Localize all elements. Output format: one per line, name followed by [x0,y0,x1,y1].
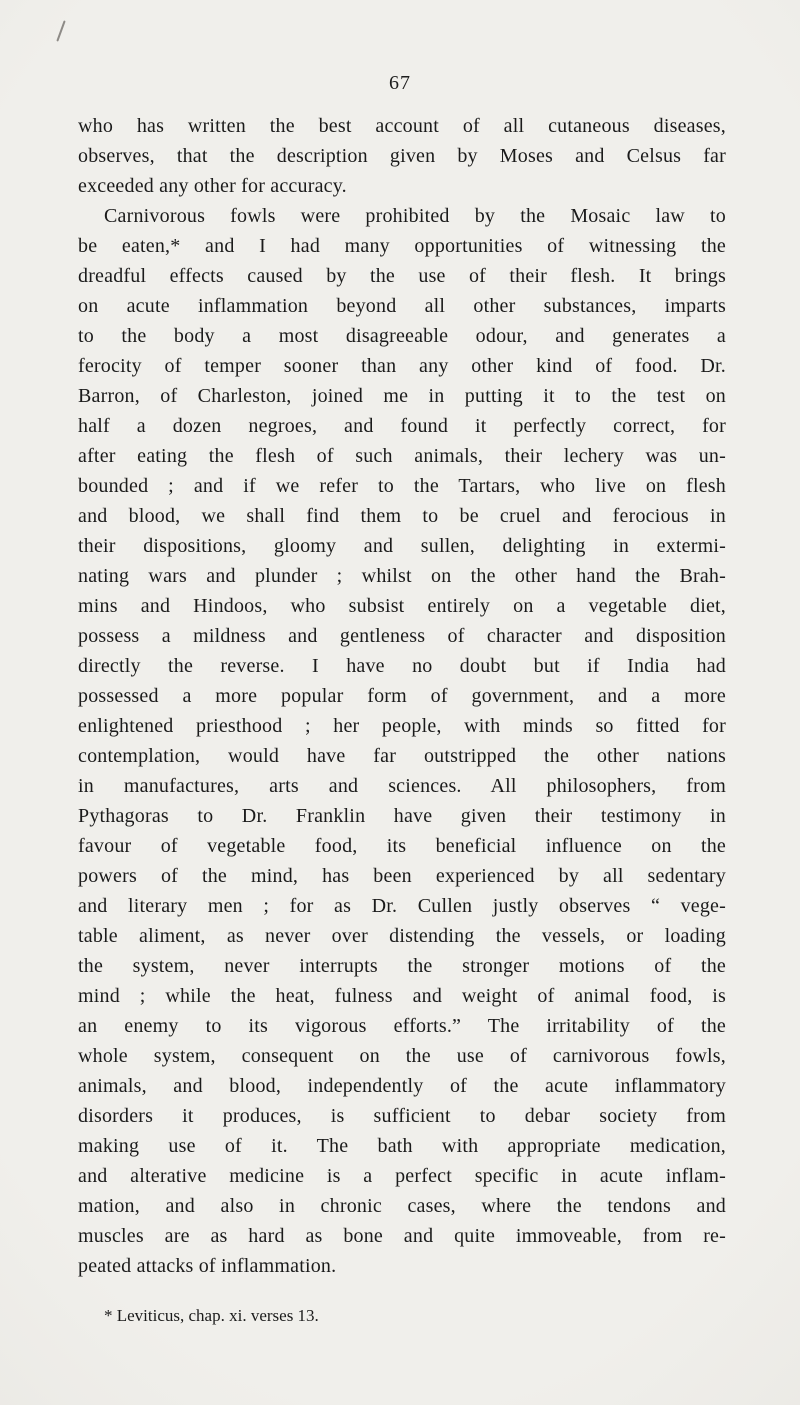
text-line: the system, never interrupts the stronger motions of the [78,955,726,977]
text-line: dreadful effects caused by the use of their flesh. It brings [78,265,726,287]
text-line: ferocity of temper sooner than any other kind of food. Dr. [78,355,726,377]
text-line: be eaten,* and I had many opportunities of witnessing the [78,235,726,257]
text-line: nating wars and plunder ; whilst on the other hand the Brah- [78,565,726,587]
page-text [78,111,726,1281]
text-line: exceeded any other for accuracy. [78,175,347,197]
text-line: powers of the mind, has been experienced by all sedentary [78,865,726,887]
text-line: mation, and also in chronic cases, where the tendons and [78,1195,726,1217]
paragraph [78,111,726,201]
footnote: * Leviticus, chap. xi. verses 13. [104,1306,319,1325]
text-line: peated attacks of inflammation. [78,1255,337,1277]
text-line: after eating the flesh of such animals, their lechery was un- [78,445,726,467]
text-line: their dispositions, gloomy and sullen, delighting in extermi- [78,535,726,557]
text-line: disorders it produces, is sufficient to debar society from [78,1105,726,1127]
text-line: in manufactures, arts and sciences. All philosophers, from [78,775,726,797]
text-line: and literary men ; for as Dr. Cullen justly observes “ vege- [78,895,726,917]
text-line: to the body a most disagreeable odour, and generates a [78,325,726,347]
text-line: table aliment, as never over distending the vessels, or loading [78,925,726,947]
text-line: possess a mildness and gentleness of character and disposition [78,625,726,647]
text-line: and alterative medicine is a perfect specific in acute inflam- [78,1165,726,1187]
text-line: whole system, consequent on the use of carnivorous fowls, [78,1045,726,1067]
text-line: observes, that the description given by Moses and Celsus far [78,145,726,167]
text-line: Pythagoras to Dr. Franklin have given their testimony in [78,805,726,827]
text-line: mind ; while the heat, fulness and weight of animal food, is [78,985,726,1007]
page-number: 67 [389,72,411,94]
text-line: an enemy to its vigorous efforts.” The irritability of the [78,1015,726,1037]
text-line: half a dozen negroes, and found it perfectly correct, for [78,415,726,437]
paragraph [78,201,726,1281]
text-line: contemplation, would have far outstripped the other nations [78,745,726,767]
text-line: possessed a more popular form of government, and a more [78,685,726,707]
text-line: enlightened priesthood ; her people, with minds so fitted for [78,715,726,737]
text-line: Barron, of Charleston, joined me in putting it to the test on [78,385,726,407]
text-line: animals, and blood, independently of the acute inflammatory [78,1075,726,1097]
text-line: on acute inflammation beyond all other substances, imparts [78,295,726,317]
text-line: who has written the best account of all cutaneous diseases, [78,115,726,137]
text-line: muscles are as hard as bone and quite immoveable, from re- [78,1225,726,1247]
text-line: making use of it. The bath with appropriate medication, [78,1135,726,1157]
text-line: and blood, we shall find them to be cruel and ferocious in [78,505,726,527]
text-line: directly the reverse. I have no doubt but if India had [78,655,726,677]
text-line: mins and Hindoos, who subsist entirely on a vegetable diet, [78,595,726,617]
text-line: favour of vegetable food, its beneficial influence on the [78,835,726,857]
text-line: Carnivorous fowls were prohibited by the Mosaic law to [104,205,726,227]
text-line: bounded ; and if we refer to the Tartars, who live on flesh [78,475,726,497]
